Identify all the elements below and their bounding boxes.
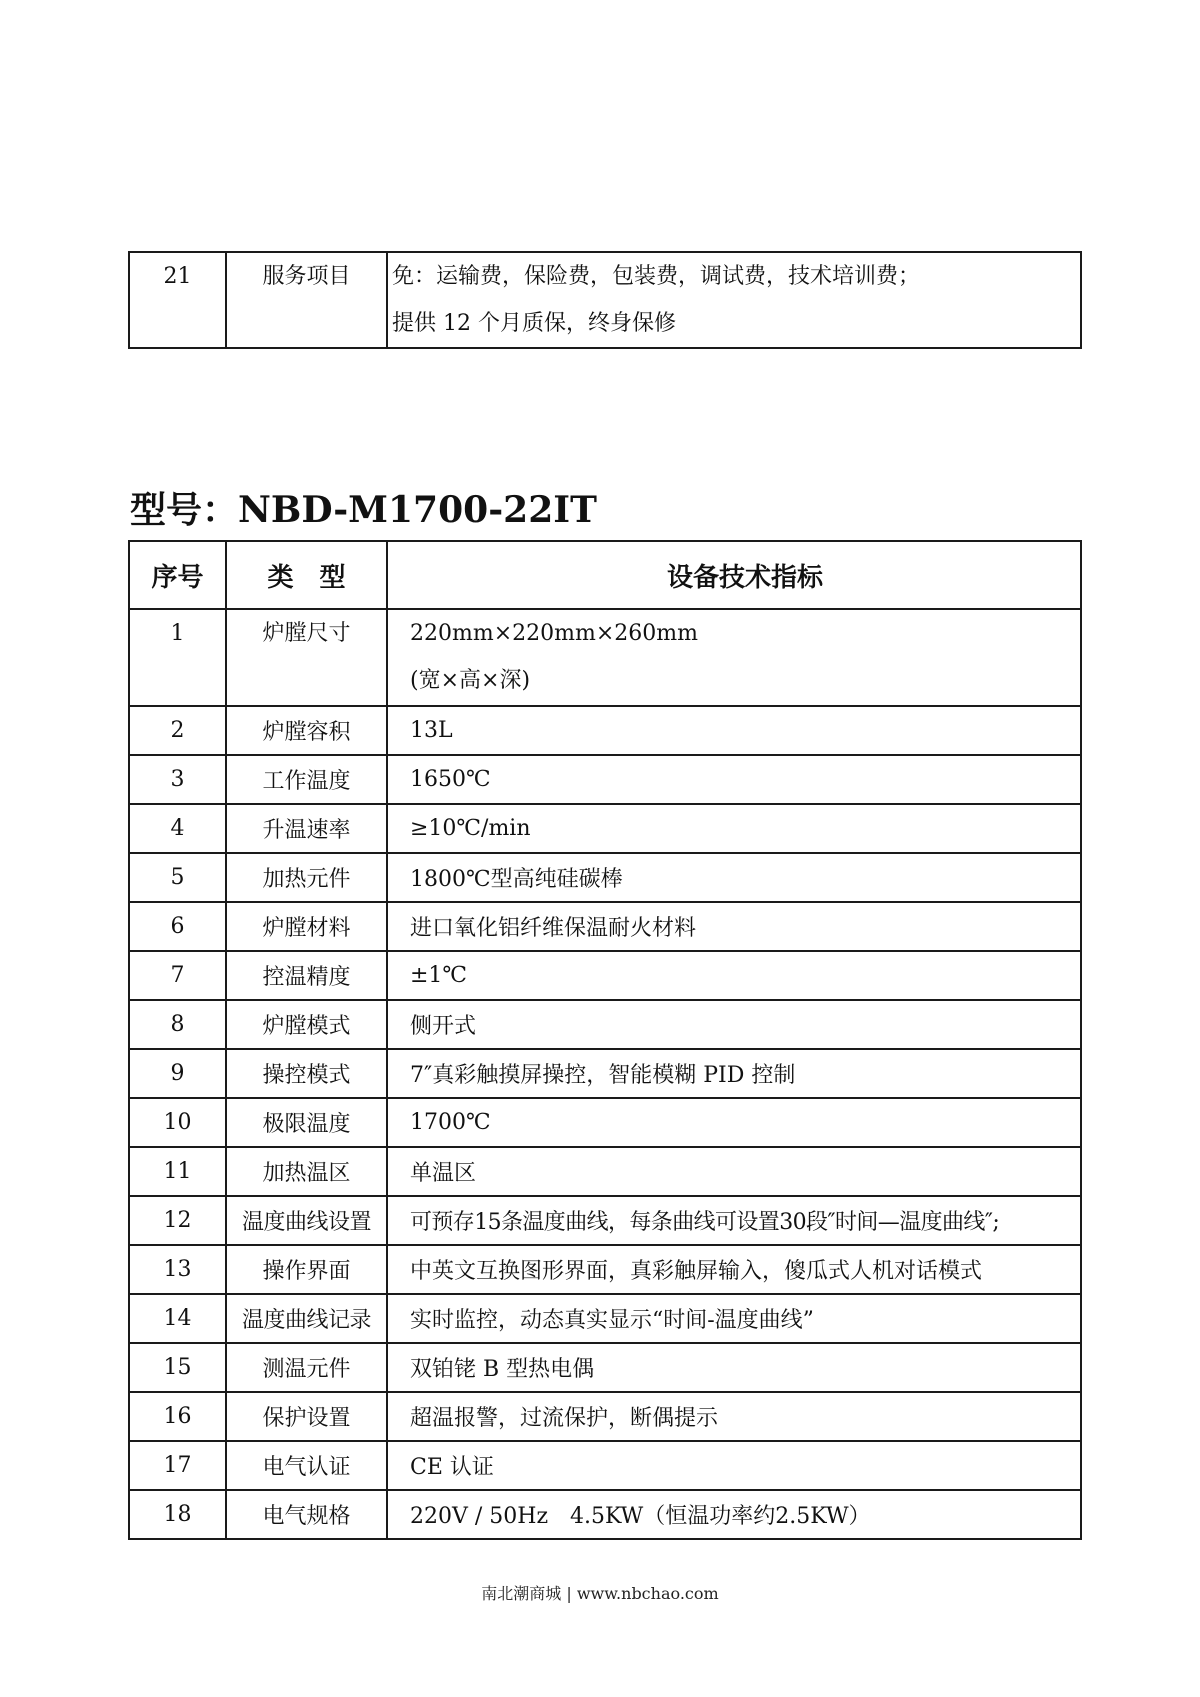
row-spec: 单温区 <box>387 1147 1081 1196</box>
table-row <box>129 706 1081 755</box>
table-row <box>129 1098 1081 1147</box>
row-number: 3 <box>129 755 226 804</box>
table-row <box>129 609 1081 706</box>
row-type: 工作温度 <box>226 755 387 804</box>
spec-line: 提供 12 个月质保，终身保修 <box>392 311 676 336</box>
table-row <box>129 1294 1081 1343</box>
row-spec <box>387 252 1081 348</box>
row-type: 炉膛模式 <box>226 1000 387 1049</box>
row-spec: 进口氧化铝纤维保温耐火材料 <box>387 902 1081 951</box>
header-type: 类 型 <box>226 541 387 609</box>
row-type: 操控模式 <box>226 1049 387 1098</box>
row-number: 17 <box>129 1441 226 1490</box>
header-spec: 设备技术指标 <box>387 541 1081 609</box>
row-type: 加热温区 <box>226 1147 387 1196</box>
row-type: 极限温度 <box>226 1098 387 1147</box>
row-type: 炉膛容积 <box>226 706 387 755</box>
table-row <box>129 951 1081 1000</box>
row-spec: 1700℃ <box>387 1098 1081 1147</box>
row-type: 电气认证 <box>226 1441 387 1490</box>
row-spec: 220V / 50Hz 4.5KW（恒温功率约2.5KW） <box>387 1490 1081 1539</box>
row-number: 12 <box>129 1196 226 1245</box>
row-type: 温度曲线设置 <box>226 1196 387 1245</box>
row-number: 5 <box>129 853 226 902</box>
row-spec: ±1℃ <box>387 951 1081 1000</box>
row-number: 11 <box>129 1147 226 1196</box>
row-spec: 超温报警，过流保护，断偶提示 <box>387 1392 1081 1441</box>
row-spec: 双铂铑 B 型热电偶 <box>387 1343 1081 1392</box>
row-spec: 侧开式 <box>387 1000 1081 1049</box>
row-spec: 1800℃型高纯硅碳棒 <box>387 853 1081 902</box>
footer-site-link[interactable]: 南北潮商城 | www.nbchao.com <box>481 1584 719 1603</box>
row-spec: 7″真彩触摸屏操控，智能模糊 PID 控制 <box>387 1049 1081 1098</box>
row-number: 21 <box>129 252 226 348</box>
row-number: 7 <box>129 951 226 1000</box>
row-type: 炉膛材料 <box>226 902 387 951</box>
table-row <box>129 1490 1081 1539</box>
row-spec: CE 认证 <box>387 1441 1081 1490</box>
row-type: 电气规格 <box>226 1490 387 1539</box>
row-type: 控温精度 <box>226 951 387 1000</box>
table-row <box>129 252 1081 348</box>
model-title: 型号：NBD-M1700-22IT <box>130 489 597 531</box>
table-row <box>129 1343 1081 1392</box>
row-number: 6 <box>129 902 226 951</box>
row-number: 16 <box>129 1392 226 1441</box>
row-number: 18 <box>129 1490 226 1539</box>
row-number: 1 <box>129 609 226 706</box>
table-row <box>129 902 1081 951</box>
row-spec: 13L <box>387 706 1081 755</box>
table-row <box>129 1441 1081 1490</box>
service-table <box>128 251 1082 349</box>
row-type: 操作界面 <box>226 1245 387 1294</box>
table-row <box>129 1245 1081 1294</box>
row-type: 测温元件 <box>226 1343 387 1392</box>
row-type: 保护设置 <box>226 1392 387 1441</box>
row-spec <box>387 609 1081 706</box>
row-number: 9 <box>129 1049 226 1098</box>
table-row <box>129 1196 1081 1245</box>
row-number: 15 <box>129 1343 226 1392</box>
row-spec: 中英文互换图形界面，真彩触屏输入，傻瓜式人机对话模式 <box>387 1245 1081 1294</box>
row-type: 炉膛尺寸 <box>226 609 387 706</box>
row-type: 温度曲线记录 <box>226 1294 387 1343</box>
row-number: 2 <box>129 706 226 755</box>
row-type: 服务项目 <box>226 252 387 348</box>
table-row <box>129 1392 1081 1441</box>
table-row <box>129 755 1081 804</box>
table-row <box>129 1147 1081 1196</box>
row-number: 10 <box>129 1098 226 1147</box>
row-spec: 可预存15条温度曲线，每条曲线可设置30段″时间—温度曲线″; <box>387 1196 1081 1245</box>
table-row <box>129 804 1081 853</box>
table-row <box>129 1000 1081 1049</box>
spec-line: 220mm×220mm×260mm <box>410 621 699 646</box>
row-type: 升温速率 <box>226 804 387 853</box>
table-row <box>129 1049 1081 1098</box>
row-number: 14 <box>129 1294 226 1343</box>
row-number: 13 <box>129 1245 226 1294</box>
spec-line: (宽×高×深) <box>410 668 531 693</box>
row-number: 8 <box>129 1000 226 1049</box>
row-spec: 1650℃ <box>387 755 1081 804</box>
spec-table <box>128 540 1082 1540</box>
spec-line: 免：运输费，保险费，包装费，调试费，技术培训费； <box>392 264 921 289</box>
row-spec: ≥10℃/min <box>387 804 1081 853</box>
row-type: 加热元件 <box>226 853 387 902</box>
table-header-row <box>129 541 1081 609</box>
table-row <box>129 853 1081 902</box>
header-number: 序号 <box>129 541 226 609</box>
row-spec: 实时监控，动态真实显示“时间-温度曲线” <box>387 1294 1081 1343</box>
row-number: 4 <box>129 804 226 853</box>
